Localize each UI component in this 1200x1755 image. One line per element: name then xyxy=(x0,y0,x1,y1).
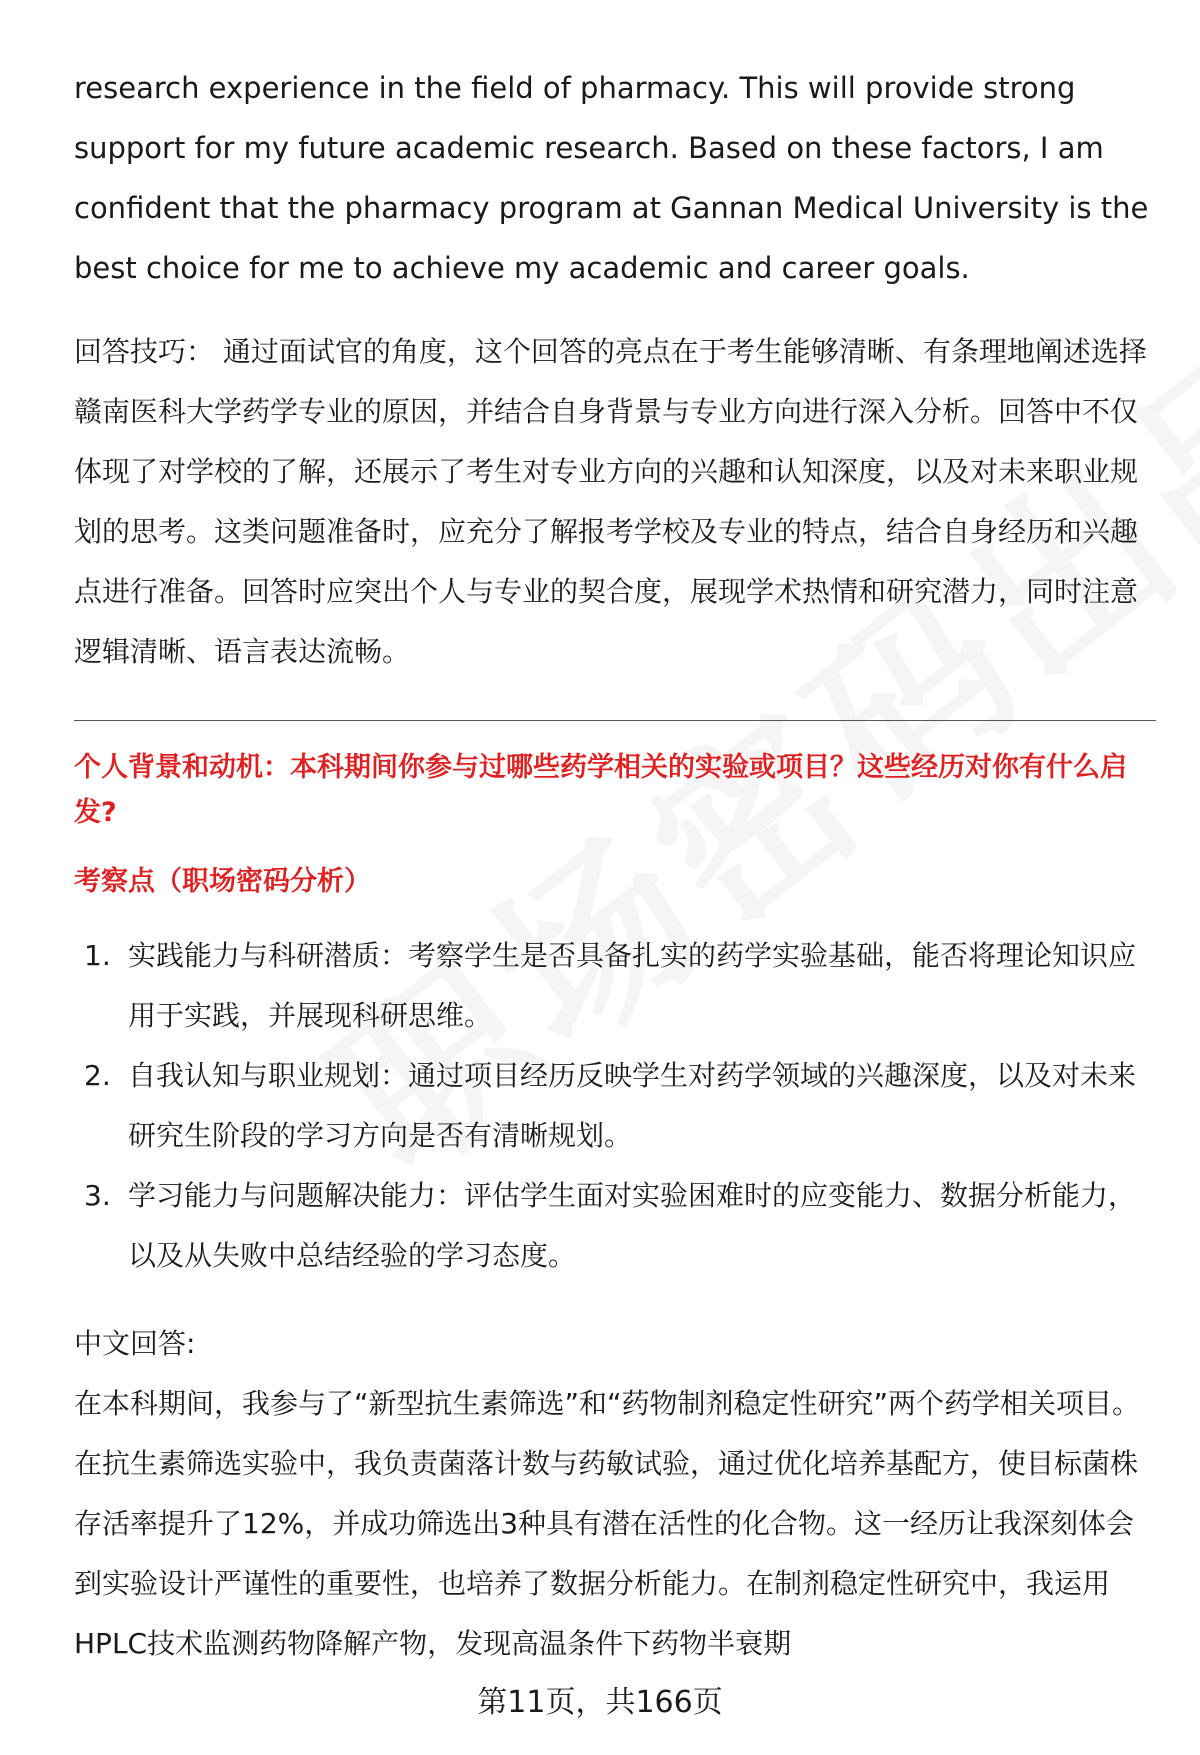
document-page xyxy=(74,58,1156,1674)
section-divider xyxy=(74,720,1156,721)
list-item xyxy=(74,1166,1156,1286)
answer-tips-paragraph: 回答技巧： 通过面试官的角度，这个回答的亮点在于考生能够清晰、有条理地阐述选择赣南医科大学药学专业的原因，并结合自身背景与专业方向进行深入分析。回答中不仅体现了对学校的了解，还展示了考生对专业方向的兴趣和认知深度，以及对未来职业规划的思考。这类问题准备时，应充分了解报考学校及专业的特点，结合自身经历和兴趣点进行准备。回答时应突出个人与专业的契合度，展现学术热情和研究潜力，同时注意逻辑清晰、语言表达流畅。 xyxy=(74,335,1147,668)
question-heading: 个人背景和动机：本科期间你参与过哪些药学相关的实验或项目？这些经历对你有什么启发? xyxy=(74,752,1127,828)
list-item xyxy=(74,1046,1156,1166)
chinese-answer-label: 中文回答: xyxy=(74,1327,196,1360)
list-number: 3. xyxy=(84,1179,111,1212)
list-item xyxy=(74,926,1156,1046)
english-answer-paragraph: research experience in the field of pharmacy. This will provide strong support for my future academic research. Based on these factors, I am confident that the pharmacy program at Gannan Medical University is the best choice for me to achieve my academic and career goals. xyxy=(74,71,1149,285)
list-item-text: 学习能力与问题解决能力：评估学生面对实验困难时的应变能力、数据分析能力，以及从失败中总结经验的学习态度。 xyxy=(128,1179,1137,1272)
chinese-answer-body: 在本科期间，我参与了“新型抗生素筛选”和“药物制剂稳定性研究”两个药学相关项目。在抗生素筛选实验中，我负责菌落计数与药敏试验，通过优化培养基配方，使目标菌株存活率提升了12%，并成功筛选出3种具有潜在活性的化合物。这一经历让我深刻体会到实验设计严谨性的重要性，也培养了数据分析能力。在制剂稳定性研究中，我运用HPLC技术监测药物降解产物，发现高温条件下药物半衰期 xyxy=(74,1387,1141,1660)
assessment-points-list xyxy=(74,926,1156,1286)
assessment-points-heading: 考察点（职场密码分析） xyxy=(74,866,371,897)
list-item-text: 自我认知与职业规划：通过项目经历反映学生对药学领域的兴趣深度，以及对未来研究生阶段的学习方向是否有清晰规划。 xyxy=(128,1059,1137,1152)
list-number: 1. xyxy=(84,939,111,972)
page-number-footer: 第11页，共166页 xyxy=(477,1685,723,1720)
list-item-text: 实践能力与科研潜质：考察学生是否具备扎实的药学实验基础，能否将理论知识应用于实践，并展现科研思维。 xyxy=(128,939,1137,1032)
list-number: 2. xyxy=(84,1059,111,1092)
